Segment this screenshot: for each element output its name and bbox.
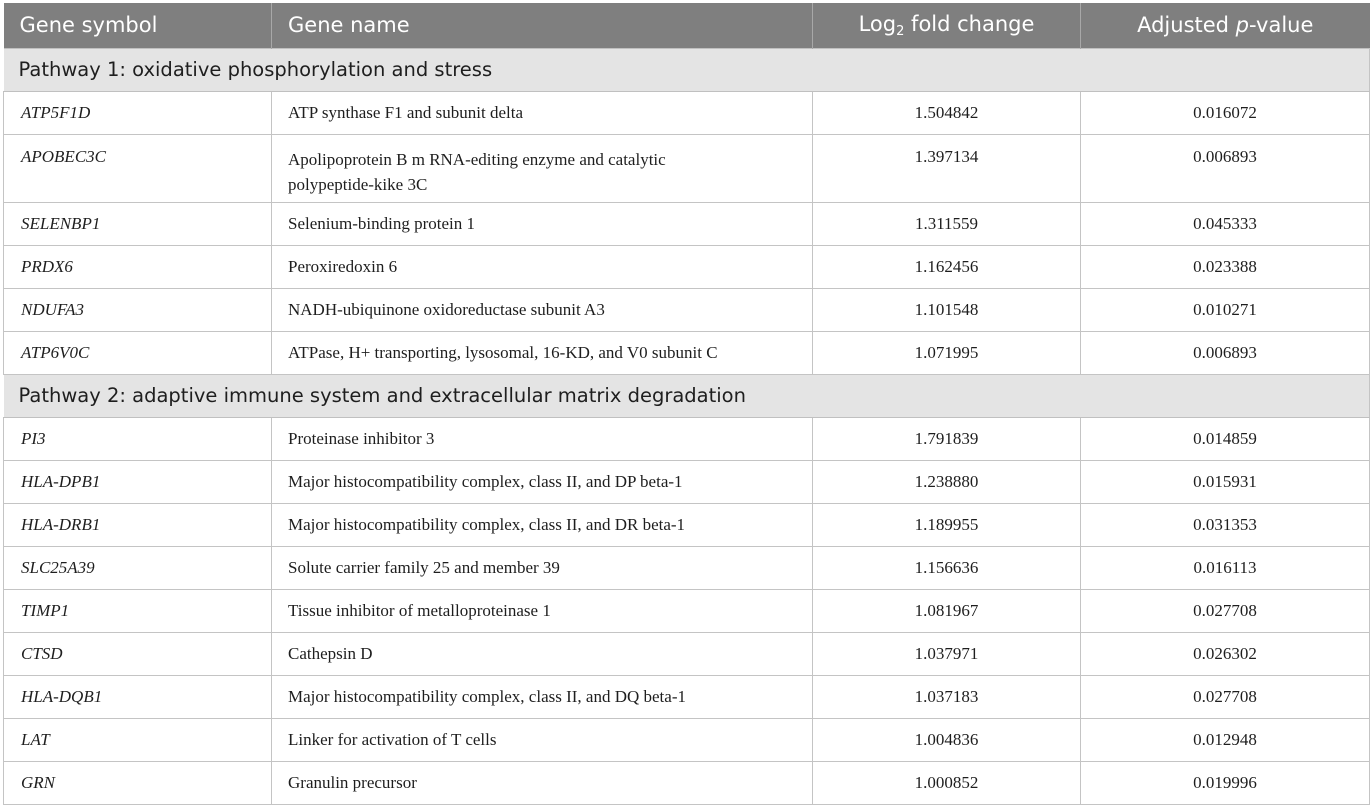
gene-name-cell: Major histocompatibility complex, class II, and DP beta-1 [272, 460, 813, 503]
gene-symbol-cell: LAT [4, 718, 272, 761]
log2fc-cell: 1.081967 [813, 589, 1081, 632]
log2fc-cell: 1.037971 [813, 632, 1081, 675]
header-padj-italic: p [1235, 13, 1250, 38]
log2fc-cell: 1.238880 [813, 460, 1081, 503]
table-row [4, 761, 1370, 804]
header-log2-fold-change [813, 3, 1081, 48]
gene-name-cell [272, 134, 813, 202]
gene-name-line-1: Apolipoprotein B m RNA-editing enzyme and catalytic [288, 149, 666, 169]
gene-table-container [3, 3, 1369, 805]
table-row [4, 675, 1370, 718]
table-row [4, 134, 1370, 202]
pathway-1-section-row [4, 48, 1370, 91]
header-adjusted-p-value [1081, 3, 1370, 48]
gene-name-line-2: polypeptide-kike 3C [288, 174, 428, 194]
gene-name-cell: Proteinase inhibitor 3 [272, 417, 813, 460]
header-log2-suffix: fold change [904, 11, 1035, 36]
gene-symbol-cell: GRN [4, 761, 272, 804]
table-row [4, 546, 1370, 589]
padj-cell: 0.031353 [1081, 503, 1370, 546]
padj-cell: 0.014859 [1081, 417, 1370, 460]
gene-name-cell: Cathepsin D [272, 632, 813, 675]
log2fc-cell: 1.504842 [813, 91, 1081, 134]
padj-cell: 0.016072 [1081, 91, 1370, 134]
gene-name-cell: Granulin precursor [272, 761, 813, 804]
header-log2-subscript: 2 [896, 23, 905, 39]
gene-name-cell: Major histocompatibility complex, class II, and DR beta-1 [272, 503, 813, 546]
header-gene-name: Gene name [272, 3, 813, 48]
header-padj-suffix: -value [1249, 13, 1314, 38]
padj-cell: 0.016113 [1081, 546, 1370, 589]
header-log2-prefix: Log [858, 11, 897, 36]
table-row [4, 632, 1370, 675]
gene-name-cell: NADH-ubiquinone oxidoreductase subunit A3 [272, 288, 813, 331]
header-padj-prefix: Adjusted [1137, 13, 1236, 38]
gene-name-cell: ATP synthase F1 and subunit delta [272, 91, 813, 134]
gene-symbol-cell: PRDX6 [4, 245, 272, 288]
padj-cell: 0.012948 [1081, 718, 1370, 761]
gene-name-cell: ATPase, H+ transporting, lysosomal, 16-KD, and V0 subunit C [272, 331, 813, 374]
padj-cell: 0.027708 [1081, 589, 1370, 632]
gene-symbol-cell: NDUFA3 [4, 288, 272, 331]
gene-symbol-cell: ATP6V0C [4, 331, 272, 374]
gene-symbol-cell: ATP5F1D [4, 91, 272, 134]
pathway-2-section-row [4, 374, 1370, 417]
gene-symbol-cell: HLA-DRB1 [4, 503, 272, 546]
padj-cell: 0.015931 [1081, 460, 1370, 503]
gene-name-cell: Selenium-binding protein 1 [272, 202, 813, 245]
log2fc-cell: 1.156636 [813, 546, 1081, 589]
table-row [4, 288, 1370, 331]
table-row [4, 460, 1370, 503]
padj-cell: 0.006893 [1081, 134, 1370, 202]
gene-symbol-cell: APOBEC3C [4, 134, 272, 202]
header-row [4, 3, 1370, 48]
pathway-2-title: Pathway 2: adaptive immune system and extracellular matrix degradation [4, 374, 1370, 417]
gene-symbol-cell: CTSD [4, 632, 272, 675]
table-row [4, 202, 1370, 245]
gene-symbol-cell: TIMP1 [4, 589, 272, 632]
log2fc-cell: 1.071995 [813, 331, 1081, 374]
padj-cell: 0.045333 [1081, 202, 1370, 245]
table-row [4, 417, 1370, 460]
gene-name-cell: Linker for activation of T cells [272, 718, 813, 761]
log2fc-cell: 1.397134 [813, 134, 1081, 202]
padj-cell: 0.026302 [1081, 632, 1370, 675]
gene-symbol-cell: SELENBP1 [4, 202, 272, 245]
padj-cell: 0.019996 [1081, 761, 1370, 804]
padj-cell: 0.027708 [1081, 675, 1370, 718]
gene-symbol-cell: SLC25A39 [4, 546, 272, 589]
table-row [4, 503, 1370, 546]
table-row [4, 245, 1370, 288]
log2fc-cell: 1.189955 [813, 503, 1081, 546]
table-body [4, 48, 1370, 804]
log2fc-cell: 1.101548 [813, 288, 1081, 331]
gene-name-cell: Major histocompatibility complex, class II, and DQ beta-1 [272, 675, 813, 718]
padj-cell: 0.006893 [1081, 331, 1370, 374]
gene-name-cell: Solute carrier family 25 and member 39 [272, 546, 813, 589]
padj-cell: 0.010271 [1081, 288, 1370, 331]
gene-symbol-cell: HLA-DQB1 [4, 675, 272, 718]
log2fc-cell: 1.311559 [813, 202, 1081, 245]
table-row [4, 91, 1370, 134]
table-header [4, 3, 1370, 48]
gene-name-cell: Tissue inhibitor of metalloproteinase 1 [272, 589, 813, 632]
log2fc-cell: 1.162456 [813, 245, 1081, 288]
table-row [4, 589, 1370, 632]
log2fc-cell: 1.000852 [813, 761, 1081, 804]
table-row [4, 718, 1370, 761]
pathway-1-title: Pathway 1: oxidative phosphorylation and stress [4, 48, 1370, 91]
gene-symbol-cell: HLA-DPB1 [4, 460, 272, 503]
header-gene-symbol: Gene symbol [4, 3, 272, 48]
log2fc-cell: 1.791839 [813, 417, 1081, 460]
log2fc-cell: 1.037183 [813, 675, 1081, 718]
log2fc-cell: 1.004836 [813, 718, 1081, 761]
padj-cell: 0.023388 [1081, 245, 1370, 288]
gene-symbol-cell: PI3 [4, 417, 272, 460]
table-row [4, 331, 1370, 374]
gene-table [3, 3, 1370, 805]
gene-name-cell: Peroxiredoxin 6 [272, 245, 813, 288]
